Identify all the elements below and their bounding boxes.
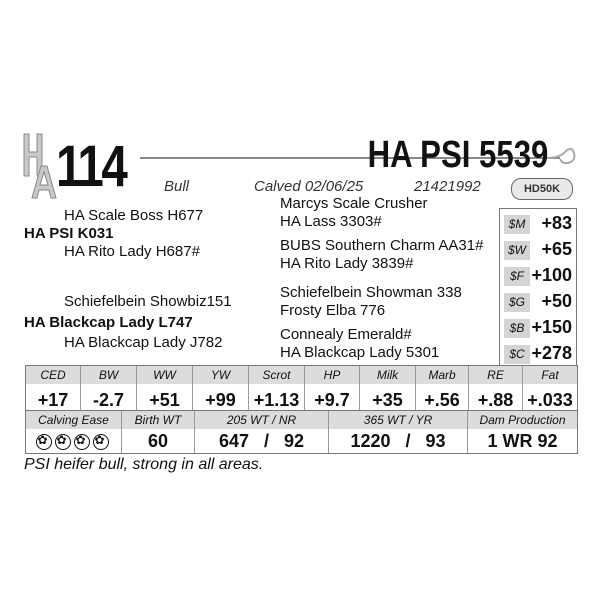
- epd-value: +99: [205, 390, 236, 410]
- sire-dam: HA Rito Lady H687#: [64, 243, 200, 260]
- dollar-index-row: [500, 261, 576, 287]
- birth-wt-value: 60: [147, 431, 169, 451]
- dollar-index-row: [500, 287, 576, 313]
- star-icon: [93, 434, 109, 450]
- epd-header: Scrot: [249, 366, 304, 384]
- epd-value: -2.7: [92, 390, 125, 410]
- animal-type: Bull: [164, 178, 190, 195]
- dam-dam-sire: Connealy Emerald#: [280, 326, 412, 343]
- dam-sire-sire: Schiefelbein Showman 338: [280, 284, 462, 301]
- sire-dam-dam: HA Rito Lady 3839#: [280, 255, 414, 272]
- dam-production-value: 1 WR 92: [487, 431, 558, 451]
- dollar-index-value: +150: [531, 317, 572, 337]
- epd-header: WW: [137, 366, 192, 384]
- epd-value: +.033: [527, 390, 573, 410]
- sire: HA PSI K031: [24, 225, 114, 242]
- dam-sire: Schiefelbein Showbiz151: [64, 293, 232, 310]
- epd-header: YW: [193, 366, 248, 384]
- comment: PSI heifer bull, strong in all areas.: [24, 456, 264, 473]
- sire-sire-dam: HA Lass 3303#: [280, 213, 382, 230]
- epd-header: HP: [305, 366, 359, 384]
- dollar-index-label: $M: [504, 215, 530, 234]
- dollar-index-label: $G: [504, 293, 530, 312]
- performance-table: [25, 410, 578, 454]
- sire-dam-sire: BUBS Southern Charm AA31#: [280, 237, 484, 254]
- dollar-index-label: $W: [504, 241, 530, 260]
- lot-number: 114: [56, 134, 126, 199]
- star-icon: [74, 434, 90, 450]
- star-icon: [55, 434, 71, 450]
- epd-value: +.56: [424, 390, 460, 410]
- dollar-index-box: [499, 208, 577, 366]
- dam: HA Blackcap Lady L747: [24, 314, 193, 331]
- dollar-index-value: +278: [531, 343, 572, 363]
- dollar-index-label: $B: [504, 319, 530, 338]
- dam-dam-dam: HA Blackcap Lady 5301: [280, 344, 440, 361]
- registration-number: 21421992: [414, 178, 481, 195]
- dollar-index-row: [500, 209, 576, 235]
- dam-production-header: Dam Production: [468, 411, 577, 429]
- genomic-badge: HD50K: [511, 178, 573, 200]
- calving-ease-stars: [26, 430, 121, 452]
- brand-a-icon: [30, 164, 58, 200]
- dollar-index-label: $F: [504, 267, 530, 286]
- wt205-value: 647 / 92: [218, 431, 305, 451]
- dollar-index-row: [500, 339, 576, 365]
- epd-header: Fat: [523, 366, 577, 384]
- star-icon: [36, 434, 52, 450]
- wt365-header: 365 WT / YR: [329, 411, 467, 429]
- dollar-index-value: +50: [541, 291, 572, 311]
- epd-header: RE: [469, 366, 522, 384]
- dam-dam: HA Blackcap Lady J782: [64, 334, 223, 351]
- sire-sire: HA Scale Boss H677: [64, 207, 204, 224]
- animal-name: HA PSI 5539: [367, 134, 548, 176]
- dollar-index-label: $C: [504, 345, 530, 364]
- rule-flourish-icon: [546, 145, 576, 171]
- dollar-index-row: [500, 313, 576, 339]
- dam-sire-dam: Frosty Elba 776: [280, 302, 386, 319]
- epd-header: Milk: [360, 366, 415, 384]
- calved-date: Calved 02/06/25: [254, 178, 364, 195]
- dollar-index-row: [500, 235, 576, 261]
- epd-value: +17: [37, 390, 69, 410]
- epd-value: +9.7: [314, 390, 350, 410]
- epd-value: +.88: [477, 390, 514, 410]
- epd-value: +35: [372, 390, 403, 410]
- dollar-index-value: +83: [541, 213, 572, 233]
- wt205-header: 205 WT / NR: [195, 411, 328, 429]
- epd-header: CED: [26, 366, 80, 384]
- dollar-index-value: +65: [541, 239, 572, 259]
- epd-header: BW: [81, 366, 136, 384]
- epd-header: Marb: [416, 366, 468, 384]
- sire-sire-sire: Marcys Scale Crusher: [280, 195, 428, 212]
- birth-wt-header: Birth WT: [122, 411, 194, 429]
- wt365-value: 1220 / 93: [350, 431, 446, 451]
- epd-value: +51: [149, 390, 180, 410]
- calving-ease-header: Calving Ease: [26, 411, 121, 429]
- dollar-index-value: +100: [531, 265, 572, 285]
- epd-value: +1.13: [253, 390, 300, 410]
